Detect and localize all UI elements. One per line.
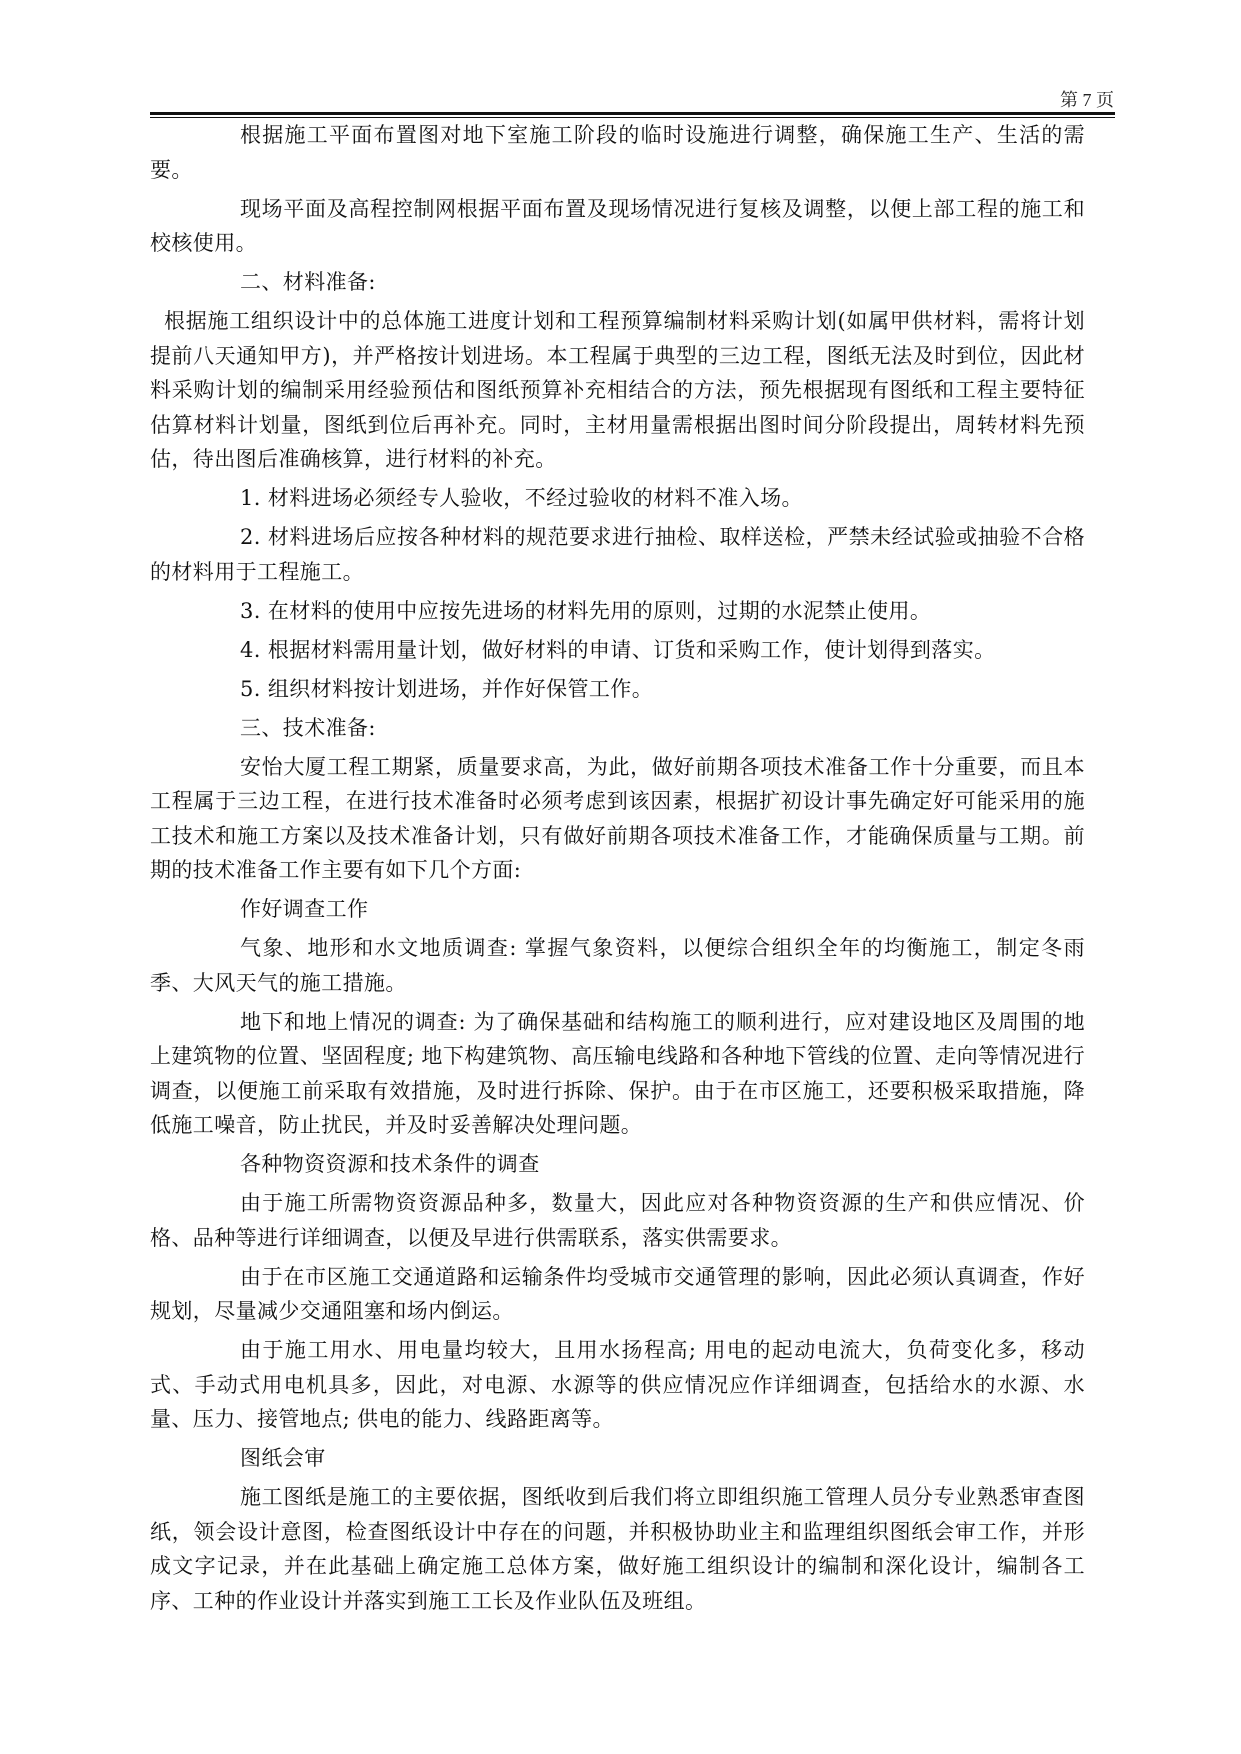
paragraph: 根据施工组织设计中的总体施工进度计划和工程预算编制材料采购计划(如属甲供材料，需将计划提前八天通知甲方)，并严格按计划进场。本工程属于典型的三边工程，图纸无法及时到位，因此材料采购计划的编制采用经验预估和图纸预算补充相结合的方法，预先根据现有图纸和工程主要特征估算材料计划量，图纸到位后再补充。同时，主材用量需根据出图时间分阶段提出，周转材料先预估，待出图后准确核算，进行材料的补充。 xyxy=(150,309,1085,471)
paragraph: 各种物资资源和技术条件的调查 xyxy=(240,1152,540,1176)
paragraph: 作好调查工作 xyxy=(240,897,369,921)
paragraph: 气象、地形和水文地质调查: 掌握气象资料，以便综合组织全年的均衡施工，制定冬雨季、大风天气的施工措施。 xyxy=(150,936,1085,995)
paragraph: 安怡大厦工程工期紧，质量要求高，为此，做好前期各项技术准备工作十分重要，而且本工程属于三边工程，在进行技术准备时必须考虑到该因素，根据扩初设计事先确定好可能采用的施工技术和施工方案以及技术准备计划，只有做好前期各项技术准备工作，才能确保质量与工期。前期的技术准备工作主要有如下几个方面: xyxy=(150,754,1085,882)
paragraph: 施工图纸是施工的主要依据，图纸收到后我们将立即组织施工管理人员分专业熟悉审查图纸，领会设计意图，检查图纸设计中存在的问题，并积极协助业主和监理组织图纸会审工作，并形成文字记录，并在此基础上确定施工总体方案，做好施工组织设计的编制和深化设计，编制各工序、工种的作业设计并落实到施工工长及作业队伍及班组。 xyxy=(150,1485,1085,1613)
paragraph: 5. 组织材料按计划进场，并作好保管工作。 xyxy=(240,676,654,701)
paragraph: 由于施工用水、用电量均较大，且用水扬程高; 用电的起动电流大，负荷变化多，移动式、手动式用电机具多，因此，对电源、水源等的供应情况应作详细调查，包括给水的水源、水量、压力、接管地点; 供电的能力、线路距离等。 xyxy=(150,1338,1085,1431)
page-number: 第 7 页 xyxy=(1060,90,1114,110)
paragraph: 图纸会审 xyxy=(240,1446,326,1470)
paragraph: 由于施工所需物资资源品种多，数量大，因此应对各种物资资源的生产和供应情况、价格、品种等进行详细调查，以便及早进行供需联系，落实供需要求。 xyxy=(150,1191,1085,1250)
paragraph: 现场平面及高程控制网根据平面布置及现场情况进行复核及调整，以便上部工程的施工和校核使用。 xyxy=(150,196,1085,255)
paragraph: 1. 材料进场必须经专人验收，不经过验收的材料不准入场。 xyxy=(240,486,803,510)
paragraph: 三、技术准备: xyxy=(240,715,376,740)
body-text xyxy=(150,118,1085,1623)
paragraph: 根据施工平面布置图对地下室施工阶段的临时设施进行调整，确保施工生产、生活的需要。 xyxy=(150,123,1085,182)
paragraph: 3. 在材料的使用中应按先进场的材料先用的原则，过期的水泥禁止使用。 xyxy=(240,598,932,623)
paragraph: 由于在市区施工交通道路和运输条件均受城市交通管理的影响，因此必须认真调查，作好规划，尽量减少交通阻塞和场内倒运。 xyxy=(150,1264,1085,1323)
paragraph: 二、材料准备: xyxy=(240,270,376,294)
paragraph: 地下和地上情况的调查: 为了确保基础和结构施工的顺利进行，应对建设地区及周围的地上建筑物的位置、坚固程度; 地下构建筑物、高压输电线路和各种地下管线的位置、走向等情况进行调查，以便施工前采取有效措施，及时进行拆除、保护。由于在市区施工，还要积极采取措施，降低施工噪音，防止扰民，并及时妥善解决处理问题。 xyxy=(150,1009,1085,1137)
paragraph: 2. 材料进场后应按各种材料的规范要求进行抽检、取样送检，严禁未经试验或抽验不合格的材料用于工程施工。 xyxy=(150,525,1085,584)
header-rule xyxy=(150,112,1115,115)
paragraph: 4. 根据材料需用量计划，做好材料的申请、订货和采购工作，使计划得到落实。 xyxy=(240,637,996,662)
